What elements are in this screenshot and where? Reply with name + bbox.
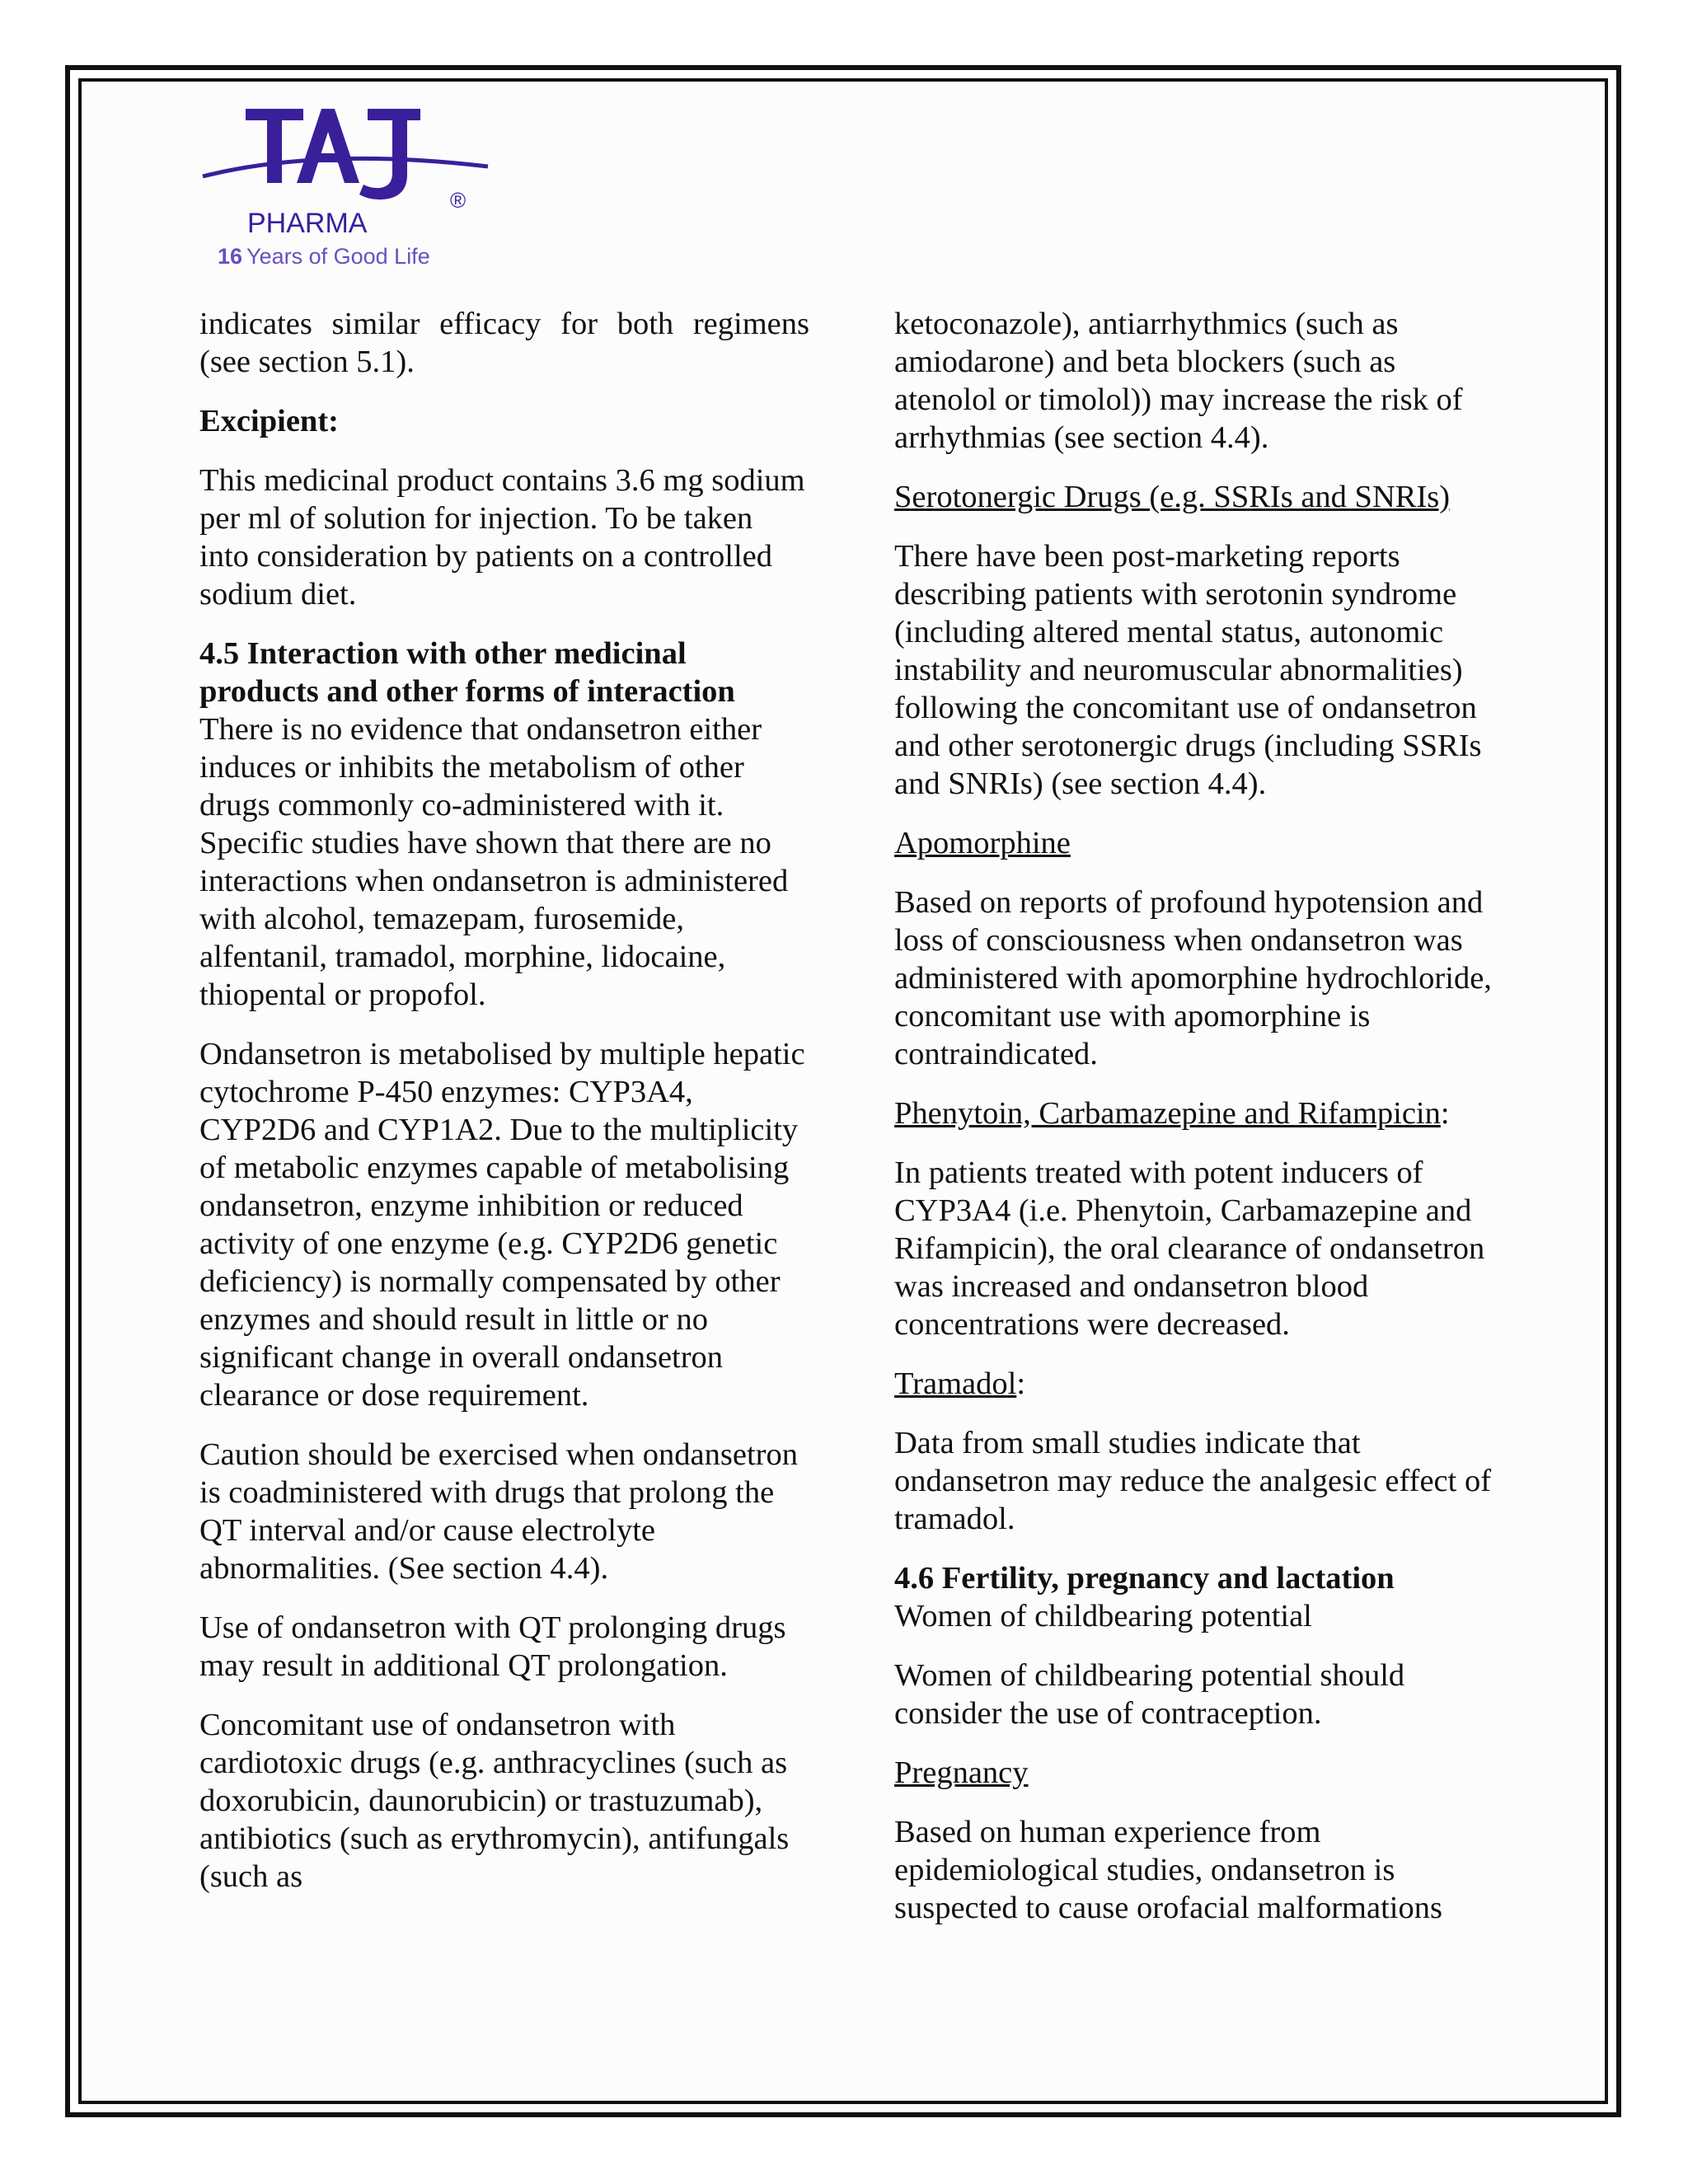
paragraph: This medicinal product contains 3.6 mg sodium per ml of solution for injection. To be taken into consideration by patients on a controlled sodium diet.: [199, 463, 805, 612]
paragraph: indicates similar efficacy for both regimens: [199, 307, 809, 341]
left-column: [199, 305, 809, 1917]
paragraph: ketoconazole), antiarrhythmics (such as amiodarone) and beta blockers (such as atenolol or timolol)) may increase the risk of arrhythmias (see section 4.4).: [894, 307, 1463, 455]
apomorphine-heading: Apomorphine: [894, 826, 1071, 860]
paragraph: (see section 5.1).: [199, 344, 415, 379]
taj-pharma-logo: [198, 101, 511, 274]
logo-pharma-text: PHARMA: [247, 208, 368, 239]
paragraph: In patients treated with potent inducers of CYP3A4 (i.e. Phenytoin, Carbamazepine and Rifampicin), the oral clearance of ondansetron was increased and ondansetron blood concentrations were decreased.: [894, 1155, 1485, 1342]
registered-mark: ®: [450, 188, 467, 213]
paragraph: There have been post-marketing reports describing patients with serotonin syndrome (including altered mental status, autonomic instability and neuromuscular abnormalities) following the concomitant use of ondansetron and other serotonergic drugs (including SSRIs and SNRIs) (see section 4.4).: [894, 539, 1482, 801]
tramadol-heading: Tramadol:: [894, 1366, 1026, 1401]
logo-mark: [246, 109, 420, 199]
paragraph: Based on reports of profound hypotension and loss of consciousness when ondansetron was administered with apomorphine hydrochloride, concomitant use with apomorphine is contraindicated.: [894, 885, 1492, 1071]
paragraph: Women of childbearing potential should consider the use of contraception.: [894, 1658, 1405, 1731]
paragraph: Use of ondansetron with QT prolonging drugs may result in additional QT prolongation.: [199, 1610, 786, 1683]
paragraph: Data from small studies indicate that ondansetron may reduce the analgesic effect of tramadol.: [894, 1426, 1492, 1536]
subheading: Women of childbearing potential: [894, 1599, 1312, 1633]
serotonergic-heading: Serotonergic Drugs (e.g. SSRIs and SNRIs): [894, 480, 1451, 514]
section-4-6-heading: 4.6 Fertility, pregnancy and lactation: [894, 1561, 1395, 1596]
logo-tagline: 16 Years of Good Life: [218, 244, 430, 269]
paragraph: Based on human experience from epidemiological studies, ondansetron is suspected to cause orofacial malformations: [894, 1815, 1442, 1925]
right-column: [894, 305, 1504, 1948]
paragraph: Caution should be exercised when ondansetron is coadministered with drugs that prolong the QT interval and/or cause electrolyte abnormalities. (See section 4.4).: [199, 1437, 798, 1586]
paragraph: Ondansetron is metabolised by multiple hepatic cytochrome P-450 enzymes: CYP3A4, CYP2D6 and CYP1A2. Due to the multiplicity of metabolic enzymes capable of metabolising ondansetron, enzyme inhibition or reduced activity of one enzyme (e.g. CYP2D6 genetic deficiency) is normally compensated by other enzymes and should result in little or no significant change in overall ondansetron clearance or dose requirement.: [199, 1037, 805, 1413]
phenytoin-heading: Phenytoin, Carbamazepine and Rifampicin:: [894, 1096, 1450, 1131]
excipient-heading: Excipient:: [199, 404, 339, 438]
pregnancy-heading: Pregnancy: [894, 1755, 1029, 1790]
section-4-5-heading: 4.5 Interaction with other medicinal products and other forms of interaction: [199, 636, 735, 709]
paragraph: Concomitant use of ondansetron with cardiotoxic drugs (e.g. anthracyclines (such as doxorubicin, daunorubicin) or trastuzumab), antibiotics (such as erythromycin), antifungals (such as: [199, 1708, 790, 1894]
paragraph: There is no evidence that ondansetron either induces or inhibits the metabolism of other drugs commonly co-administered with it. Specific studies have shown that there are no interactions when ondansetron is administered with alcohol, temazepam, furosemide, alfentanil, tramadol, morphine, lidocaine, thiopental or propofol.: [199, 712, 789, 1012]
